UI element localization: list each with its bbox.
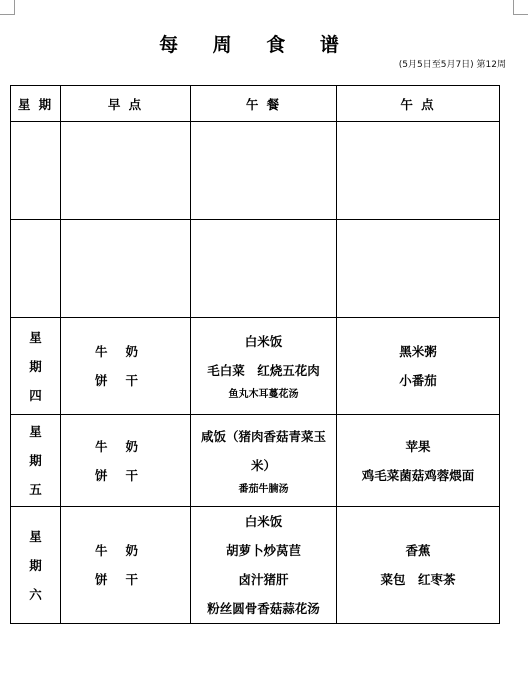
lunch-cell: [191, 318, 337, 415]
table-row: [11, 122, 500, 220]
lunch-cell: [191, 415, 337, 507]
snack-cell: [337, 122, 500, 220]
breakfast-item: 饼干: [94, 373, 156, 388]
lunch-cell: [191, 507, 337, 624]
breakfast-cell: [61, 507, 191, 624]
day-char: 星: [29, 329, 42, 345]
breakfast-item: 牛奶: [94, 543, 156, 558]
page-corner-mark: [0, 0, 15, 15]
table-row: [11, 415, 500, 507]
lunch-soup: 鱼丸木耳蔓花汤: [228, 389, 299, 400]
lunch-item: 白米饭: [244, 514, 283, 529]
lunch-item: 卤汁猪肝: [238, 572, 289, 587]
day-char: 期: [29, 557, 42, 573]
header-breakfast: 早 点: [61, 86, 191, 122]
lunch-cell: [191, 122, 337, 220]
snack-item: 鸡毛菜菌菇鸡蓉煨面: [361, 467, 475, 483]
snack-item: 香蕉: [405, 543, 431, 558]
breakfast-item: 牛奶: [94, 344, 156, 359]
snack-item: 小番茄: [399, 373, 437, 388]
breakfast-cell: [61, 220, 191, 318]
lunch-item: 粉丝圆骨香菇蒜花汤: [207, 601, 320, 616]
snack-cell: [337, 318, 500, 415]
page-corner-mark: [513, 0, 528, 15]
table-header-row: [11, 86, 500, 122]
lunch-item: 白米饭: [244, 334, 283, 349]
snack-cell: [337, 507, 500, 624]
snack-cell: [337, 415, 500, 507]
breakfast-item: 牛奶: [94, 438, 156, 454]
day-cell: [11, 507, 61, 624]
page-title: 每 周 食 谱: [159, 34, 353, 56]
day-char: 期: [29, 453, 42, 468]
breakfast-cell: [61, 415, 191, 507]
day-cell: [11, 415, 61, 507]
day-cell: [11, 318, 61, 415]
day-cell: [11, 122, 61, 220]
breakfast-item: 饼干: [94, 467, 156, 483]
day-char: 六: [29, 586, 42, 602]
breakfast-cell: [61, 122, 191, 220]
snack-item: 苹果: [405, 438, 431, 454]
date-range-subtitle: (5月5日至5月7日) 第12周: [398, 60, 506, 70]
lunch-item: 胡萝卜炒莴苣: [225, 543, 301, 558]
snack-item: 黑米粥: [399, 344, 437, 359]
day-char: 星: [29, 424, 42, 439]
breakfast-item: 饼干: [94, 572, 156, 587]
header-lunch: 午 餐: [191, 86, 337, 122]
lunch-item: 米）: [250, 457, 276, 473]
day-cell: [11, 220, 61, 318]
lunch-soup: 番茄牛腩汤: [238, 483, 289, 495]
day-char: 星: [29, 528, 42, 544]
day-char: 四: [29, 387, 42, 403]
day-char: 期: [29, 358, 42, 374]
breakfast-cell: [61, 318, 191, 415]
weekly-menu-table: [10, 85, 500, 624]
table-row: [11, 507, 500, 624]
snack-item: 菜包 红枣茶: [380, 572, 456, 587]
lunch-item: 毛白菜 红烧五花肉: [207, 363, 320, 378]
lunch-cell: [191, 220, 337, 318]
lunch-item: 咸饭（猪肉香菇青菜玉: [200, 428, 326, 444]
header-day: 星 期: [11, 86, 61, 122]
snack-cell: [337, 220, 500, 318]
day-char: 五: [29, 482, 42, 497]
table-row: [11, 318, 500, 415]
table-row: [11, 220, 500, 318]
header-snack: 午 点: [337, 86, 500, 122]
